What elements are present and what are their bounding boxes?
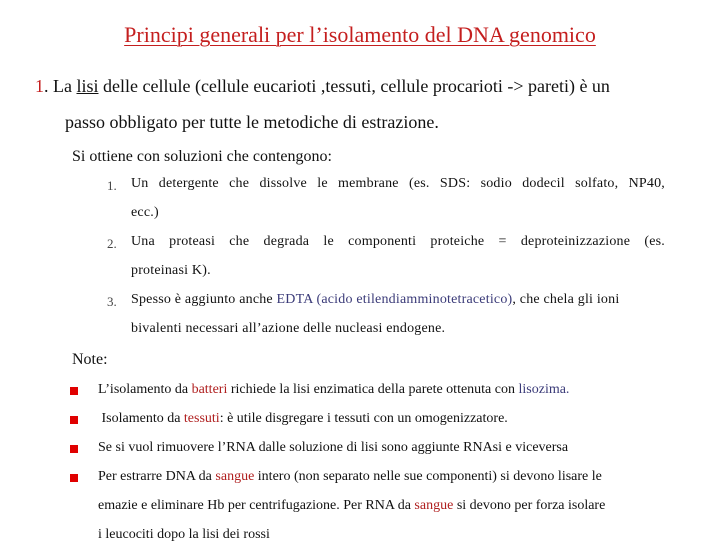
text: emazie e eliminare Hb per centrifugazione. Per RNA da: [98, 498, 415, 513]
note-4-line-2: [98, 498, 605, 514]
sangue-highlight: sangue: [215, 469, 255, 484]
subitem-3-line-1: [131, 292, 619, 308]
subitem-1-line-1: Un detergente che dissolve le membrane (es. SDS: sodio dodecil solfato, NP40,: [131, 176, 665, 191]
batteri-highlight: batteri: [191, 382, 228, 397]
bullet-icon: [70, 474, 78, 482]
subitem-number: 3.: [107, 294, 117, 309]
text: , che chela gli ioni: [512, 292, 620, 307]
sangue-highlight: sangue: [414, 498, 454, 513]
intro-text: Si ottiene con soluzioni che contengono:: [72, 148, 332, 165]
text: Spesso è aggiunto anche: [131, 292, 277, 307]
bullet-icon: [70, 387, 78, 395]
text: delle cellule (cellule eucarioti ,tessuti, cellule procarioti -> pareti) è un: [98, 76, 610, 96]
lisozima-highlight: lisozima.: [518, 382, 570, 397]
lisi-underlined: lisi: [76, 76, 99, 96]
tessuti-highlight: tessuti: [183, 411, 220, 426]
note-4-line-3: i leucociti dopo la lisi dei rossi: [98, 527, 270, 542]
note-3: Se si vuol rimuovere l’RNA dalle soluzione di lisi sono aggiunte RNAsi e viceversa: [98, 440, 569, 455]
note-4-line-1: [98, 469, 602, 485]
text: : è utile disgregare i tessuti con un omogenizzatore.: [219, 411, 508, 426]
point-1-line-1: [35, 76, 610, 97]
point-number: 1: [35, 76, 44, 96]
subitem-number: 2.: [107, 236, 117, 251]
text: intero (non separato nelle sue componenti) si devono lisare le: [254, 469, 602, 484]
note-1: [98, 382, 569, 398]
bullet-icon: [70, 416, 78, 424]
subitem-2-line-2: proteinasi K).: [131, 263, 211, 278]
subitem-2-line-1: Una proteasi che degrada le componenti proteiche = deproteinizzazione (es.: [131, 234, 665, 249]
text: richiede la lisi enzimatica della parete ottenuta con: [227, 382, 519, 397]
text: Per estrarre DNA da: [98, 469, 216, 484]
bullet-icon: [70, 445, 78, 453]
text: Isolamento da: [98, 411, 184, 426]
notes-label: Note:: [72, 351, 108, 368]
subitem-number: 1.: [107, 178, 117, 193]
subitem-1-line-2: ecc.): [131, 205, 159, 220]
text: si devono per forza isolare: [453, 498, 606, 513]
subitem-3-line-2: bivalenti necessari all’azione delle nucleasi endogene.: [131, 321, 446, 336]
edta-highlight: EDTA (acido etilendiamminotetracetico): [276, 292, 513, 307]
page-title: Principi generali per l’isolamento del DNA genomico: [124, 22, 596, 47]
text: . La: [44, 76, 77, 96]
point-1-line-2: passo obbligato per tutte le metodiche di estrazione.: [65, 112, 439, 132]
text: L’isolamento da: [98, 382, 192, 397]
note-2: [98, 411, 508, 427]
